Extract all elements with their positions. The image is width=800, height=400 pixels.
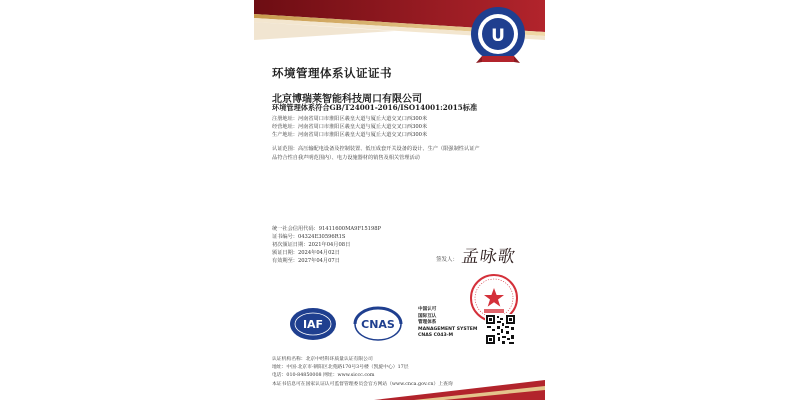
footer-verify: 本证书信息可在国家认证认可监督管理委员会官方网站（www.cnca.gov.cn）上查询: [272, 382, 453, 387]
iaf-label: IAF: [302, 318, 324, 331]
bottom-decorative-band: [254, 372, 545, 400]
conformity-standard: 环境管理体系符合GB/T24001-2016/ISO14001:2015标准: [272, 103, 478, 112]
production-address: 生产地址：河南省周口市淮阳区羲皇大道与厦丘大道交叉口西300米: [272, 132, 428, 138]
initial-issue-date: 初次颁证日期：2021年04月08日: [272, 242, 351, 248]
cnas-logo: [350, 306, 406, 342]
footer-contact: 电话：010-84850008 网址：www.siccc.com: [272, 373, 375, 378]
scope-line: 品符合性自我声明范围内）、电力设施器材的销售及相关管理活动: [272, 154, 420, 161]
expiry-date: 有效期至：2027年04月07日: [272, 258, 340, 264]
cnas-line: 国际互认: [418, 313, 437, 319]
cnas-line: 管理体系: [418, 320, 437, 326]
svg-text:U: U: [491, 26, 505, 46]
signer-label: 签发人：: [436, 257, 459, 263]
registered-address: 注册地址：河南省周口市淮阳区羲皇大道与厦丘大道交叉口西300米: [272, 116, 428, 122]
handwritten-signature: 孟咏歌: [460, 247, 518, 267]
company-name: 北京博瑞莱智能科技周口有限公司: [272, 94, 422, 105]
issue-date: 颁证日期：2024年04月02日: [272, 250, 340, 256]
cnas-label: CNAS: [361, 318, 395, 331]
footer-agency: 认证机构名称：北京中经科环质量认证有限公司: [272, 357, 373, 362]
cnas-line: 中国认可: [418, 307, 437, 312]
footer-address: 地址：中国·北京市·朝阳区北苑路170号3号楼（凯旋中心）17层: [272, 365, 409, 370]
certificate-number: 证书编号：04324E30596R1S: [272, 234, 346, 240]
certificate-title: 环境管理体系认证证书: [272, 66, 392, 80]
cnas-line: CNAS C043-M: [418, 333, 454, 339]
certificate-document: [254, 0, 545, 400]
cnas-accreditation-text: [418, 307, 478, 340]
cnas-line: MANAGEMENT SYSTEM: [418, 326, 478, 332]
qr-code: [485, 314, 516, 345]
certification-body-seal: [464, 4, 532, 72]
certification-scope: [272, 145, 534, 162]
business-address: 经营地址：河南省周口市淮阳区羲皇大道与厦丘大道交叉口西300米: [272, 124, 428, 130]
credit-code: 统一社会信用代码：91411600MA9F15198P: [272, 226, 382, 232]
iaf-logo: [288, 306, 338, 342]
scope-line: 认证范围：高压输配电设备及控制装置、低压成套开关设备的设计、生产（限强制性认证产: [272, 146, 480, 152]
